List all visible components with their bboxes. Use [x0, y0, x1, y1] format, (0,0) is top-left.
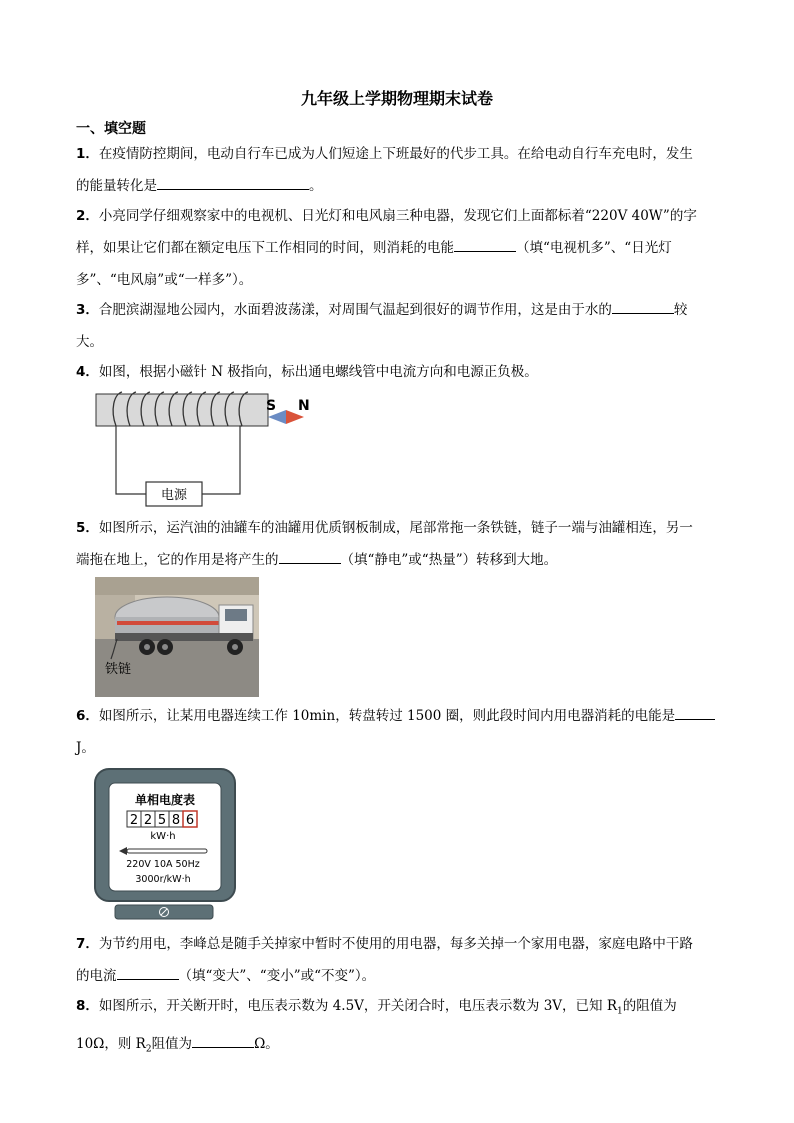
section-heading: 一、填空题 — [76, 121, 146, 137]
question-text: 如图所示，让某用电器连续工作 10min，转盘转过 1500 圈，则此段时间内用电器消耗的电能是 — [98, 708, 676, 724]
meter-digit: 2 — [143, 813, 153, 828]
s-pole-label: S — [266, 398, 277, 414]
meter-unit: kW·h — [150, 831, 176, 842]
question-text: 的电流 — [76, 968, 117, 984]
answer-blank[interactable] — [117, 965, 179, 980]
question-1 — [76, 138, 746, 202]
question-text: Ω。 — [254, 1035, 279, 1052]
answer-blank[interactable] — [192, 1033, 254, 1048]
chain-label: 铁链 — [105, 662, 132, 677]
question-5 — [76, 512, 746, 576]
question-text: 的能量转化是 — [76, 178, 157, 194]
meter-digit: 5 — [157, 813, 167, 828]
question-text: 。 — [309, 178, 323, 194]
question-text: 大。 — [76, 334, 103, 350]
question-text: 多”、“电风扇”或“一样多”）。 — [76, 272, 253, 288]
question-text: 如图所示，开关断开时，电压表示数为 4.5V，开关闭合时，电压表示数为 3V，已知 R — [98, 998, 618, 1014]
answer-blank[interactable] — [454, 237, 516, 252]
question-text: （填“静电”或“热量”）转移到大地。 — [340, 552, 558, 568]
meter-rate: 3000r/kW·h — [135, 874, 191, 885]
question-number: 7． — [76, 936, 99, 952]
question-text: 的阻值为 — [622, 998, 677, 1014]
question-number: 4． — [76, 364, 99, 380]
question-text: 端拖在地上，它的作用是将产生的 — [76, 552, 279, 568]
question-text: 样，如果让它们都在额定电压下工作相同的时间，则消耗的电能 — [76, 240, 454, 256]
meter-title: 单相电度表 — [134, 793, 196, 807]
question-text: （填“变大”、“变小”或“不变”）。 — [178, 968, 376, 984]
meter-digit: 8 — [171, 813, 181, 828]
n-pole-label: N — [298, 398, 310, 414]
circuit-wire — [202, 426, 242, 494]
question-number: 3． — [76, 302, 99, 318]
question-text: 如图，根据小磁针 N 极指向，标出通电螺线管中电流方向和电源正负极。 — [98, 364, 538, 380]
answer-blank[interactable] — [157, 175, 309, 190]
power-source-label: 电源 — [160, 488, 188, 503]
question-3 — [76, 294, 746, 358]
meter-specs: 220V 10A 50Hz — [126, 859, 200, 870]
tanker-truck-photo — [95, 577, 259, 697]
circuit-wire — [116, 426, 146, 494]
page-title: 九年级上学期物理期末试卷 — [300, 89, 493, 108]
question-7 — [76, 928, 746, 992]
question-number: 5． — [76, 520, 99, 536]
question-text: 较 — [673, 302, 688, 318]
question-4 — [76, 356, 746, 388]
meter-digits — [127, 811, 197, 828]
question-8 — [76, 990, 746, 1065]
answer-blank[interactable] — [675, 705, 715, 720]
electricity-meter-figure — [93, 767, 243, 923]
question-text: 10Ω，则 R — [76, 1035, 146, 1052]
question-number: 1． — [76, 146, 99, 162]
answer-blank[interactable] — [279, 549, 341, 564]
question-text: J。 — [76, 740, 95, 756]
question-number: 6． — [76, 708, 99, 724]
question-text: 如图所示，运汽油的油罐车的油罐用优质钢板制成，尾部常拖一条铁链，链子一端与油罐相连，另一 — [98, 520, 693, 536]
meter-digit: 2 — [129, 813, 139, 828]
meter-digit: 6 — [185, 813, 195, 828]
question-6 — [76, 700, 746, 764]
question-number: 8． — [76, 998, 99, 1014]
question-number: 2． — [76, 208, 99, 224]
answer-blank[interactable] — [612, 299, 674, 314]
question-text: 合肥滨湖湿地公园内，水面碧波荡漾，对周围气温起到很好的调节作用，这是由于水的 — [98, 302, 612, 318]
subscript: 1 — [617, 1006, 623, 1017]
solenoid-figure — [90, 390, 320, 508]
subscript: 2 — [145, 1044, 152, 1055]
question-text: 为节约用电，李峰总是随手关掉家中暂时不使用的用电器，每多关掉一个家用电器，家庭电路中干路 — [98, 936, 693, 952]
solenoid-core — [96, 394, 268, 426]
question-2 — [76, 200, 746, 296]
question-text: 在疫情防控期间，电动自行车已成为人们短途上下班最好的代步工具。在给电动自行车充电时，发生 — [98, 146, 693, 162]
question-text: 阻值为 — [151, 1035, 193, 1052]
question-text: 小亮同学仔细观察家中的电视机、日光灯和电风扇三种电器，发现它们上面都标着“220V 40W”的字 — [98, 208, 697, 224]
question-text: （填“电视机多”、“日光灯 — [516, 240, 672, 256]
